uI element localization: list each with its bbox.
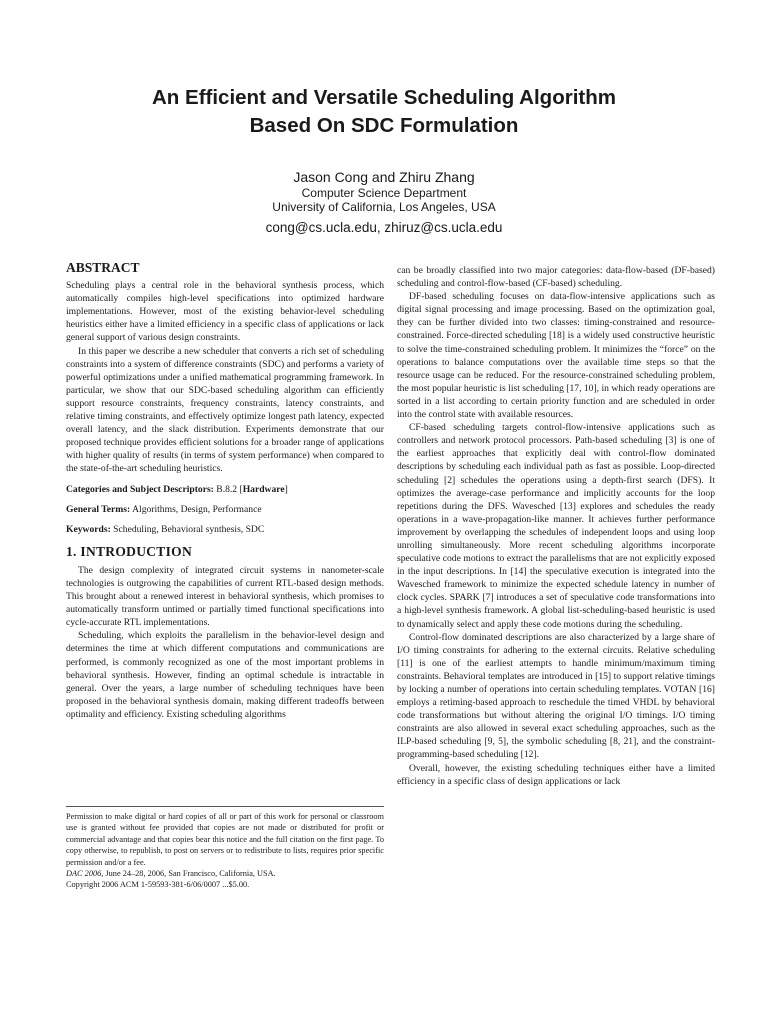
- abstract-paragraph-1: Scheduling plays a central role in the behavioral synthesis process, which automatically compiles high-level specifications into optimized hardware implementations. However, most of the existing behavior-level scheduling heuristics either have a limited efficiency in a specific class of applications or lack general support of various design constraints.: [66, 280, 384, 344]
- categories-value: B.8.2 [: [216, 483, 243, 495]
- general-terms-value: Algorithms, Design, Performance: [132, 503, 262, 515]
- left-column: [66, 258, 384, 721]
- permission-notice: [66, 811, 384, 891]
- abstract-paragraph-2: In this paper we describe a new scheduler that converts a rich set of scheduling constraints into a system of difference constraints (SDC) and performs a variety of powerful optimizations under a unified mathematical programming framework. In particular, we show that our SDC-based scheduling algorithm can efficiently support resource constraints, frequency constraints, latency constraints, and relative timing constraints, and effectively optimize longest path latency, expected overall latency, and the slack distribution. Experiments demonstrate that our proposed technique provides efficient solutions for a broader range of applications with higher quality of results (in terms of system performance) when compared to the state-of-the-art scheduling heuristics.: [66, 345, 384, 475]
- categories-label: Categories and Subject Descriptors:: [66, 483, 214, 495]
- conference-line: [66, 868, 384, 879]
- abstract-heading: ABSTRACT: [66, 260, 140, 275]
- paper-title: [0, 84, 768, 140]
- intro-paragraph-2: Scheduling, which exploits the parallelism in the behavior-level design and determines the time at which different computations and communications are performed, is commonly recognized as one of the most important problems in behavioral synthesis. However, finding an optimal schedule is intractable in general. Over the years, a large number of scheduling techniques have been proposed in the behavioral synthesis domain, making different tradeoffs between optimality and efficiency. Existing scheduling algorithms: [66, 630, 384, 720]
- copyright-line: Copyright 2006 ACM 1-59593-381-6/06/0007 ...$5.00.: [66, 880, 250, 890]
- conference-details: June 24–28, 2006, San Francisco, California, USA.: [103, 869, 276, 879]
- keywords-line: [66, 523, 384, 536]
- right-paragraph-4: Control-flow dominated descriptions are also characterized by a large share of I/O timing constraints for adhering to the external circuits. Relative scheduling [11] is one of the earliest attempts to handle minimum/maximum timing constraints. Behavioral templates are introduced in [15] to support relative timings by locking a number of operations into certain scheduling templates. VOTAN [16] employs a retiming-based approach to reschedule the timed VHDL by behavioral code transformations but without altering the original I/O timings. I/O timing constraints are also allowed in several exact scheduling approaches, such as the ILP-based scheduling [9, 5], the symbolic scheduling [8, 21], and the constraint-programming-based scheduling [12].: [397, 631, 715, 761]
- conference-name: DAC 2006,: [66, 869, 104, 879]
- keywords-label: Keywords:: [66, 523, 111, 535]
- right-paragraph-5: Overall, however, the existing scheduling techniques either have a limited efficiency in a specific class of design applications or lack: [397, 762, 715, 787]
- categories-end: ]: [284, 483, 288, 495]
- author-block: [0, 168, 768, 237]
- title-line-1: An Efficient and Versatile Scheduling Algorithm: [152, 86, 616, 109]
- right-paragraph-3: CF-based scheduling targets control-flow-intensive applications such as controllers and network protocol processors. Path-based scheduling [3] is one of the earliest approaches that explicitly deal with control-flow dominated descriptions by scheduling each individual path as fast as possible. Loop-directed scheduling [2] schedules the operations using a depth-first search (DFS). It optimizes the average-case performance and implicitly accounts for the loop repetitions during the DFS. Wavesched [13] explores and schedules the ready operations in a wave-propagation-like manner. It achieves further performance improvement by overlapping the schedules of independent loops and using loop unrolling simultaneously. More recent scheduling algorithms incorporate speculative code motions to extract the parallelisms that are not explicitly exposed in the input descriptions. In [14] the speculative execution is integrated into the Wavesched framework to minimize the expected schedule latency in number of clock cycles. SPARK [7] introduces a set of speculative code transformations into a high-level synthesis framework. A global list-scheduling-based heuristic is used to dynamically select and apply these code motions during the scheduling.: [397, 422, 715, 630]
- author-names: Jason Cong and Zhiru Zhang: [293, 169, 475, 185]
- right-paragraph-2: DF-based scheduling focuses on data-flow-intensive applications such as digital signal processing and image processing. Based on the optimization goal, they can be further divided into two classes: timing-constrained and resource-constrained. Force-directed scheduling [18] is a widely used constructive heuristic to solve the time-constrained scheduling problem. It minimizes the “force” on the operations to balance computations over the available time steps so that the resource usage can be reduced. For the resource-constrained scheduling problem, the most popular heuristic is list scheduling [17, 10], in which ready operations are sorted in a list according to certain priority function and are scheduled in order into the control state with available resources.: [397, 291, 715, 421]
- intro-paragraph-1: The design complexity of integrated circuit systems in nanometer-scale technologies is outgrowing the capabilities of current RTL-based design methods. This brought about a renewed interest in behavioral synthesis, which promises to automatically transform untimed or partially timed functional specifications into cycle-accurate RTL implementations.: [66, 564, 384, 629]
- categories-line: [66, 483, 384, 496]
- author-department: Computer Science Department: [301, 186, 467, 200]
- title-line-2: Based On SDC Formulation: [249, 114, 519, 137]
- right-paragraph-1: can be broadly classified into two major categories: data-flow-based (DF-based) scheduling and control-flow-based (CF-based) scheduling.: [397, 265, 715, 290]
- right-column: [397, 264, 715, 788]
- author-university: University of California, Los Angeles, USA: [272, 200, 496, 214]
- categories-bold: Hardware: [242, 483, 285, 495]
- introduction-heading: 1. INTRODUCTION: [66, 543, 193, 559]
- keywords-value: Scheduling, Behavioral synthesis, SDC: [113, 523, 265, 535]
- permission-divider: [66, 806, 384, 807]
- general-terms-line: [66, 503, 384, 516]
- general-terms-label: General Terms:: [66, 503, 131, 515]
- permission-text: Permission to make digital or hard copies of all or part of this work for personal or classroom use is granted without fee provided that copies are not made or distributed for profit or commercial advantage and that copies bear this notice and the full citation on the first page. To copy otherwise, to republish, to post on servers or to redistribute to lists, requires prior specific permission and/or a fee.: [66, 812, 384, 867]
- author-emails: cong@cs.ucla.edu, zhiruz@cs.ucla.edu: [265, 220, 503, 235]
